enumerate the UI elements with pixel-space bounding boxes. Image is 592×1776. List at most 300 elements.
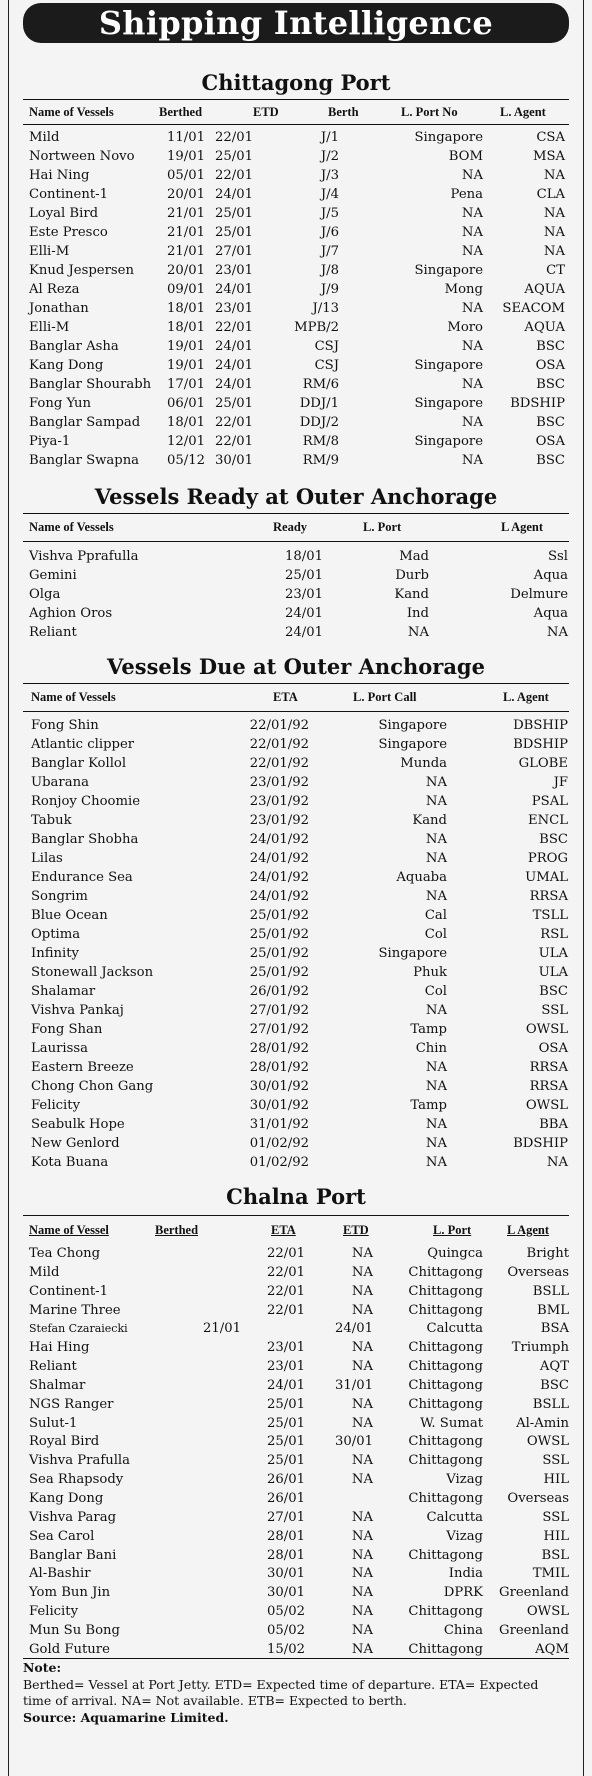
cell-vessel-name: Sulut-1 [29, 1415, 78, 1431]
table-row [23, 223, 569, 242]
cell-berth: J/6 [320, 225, 339, 240]
cell-berth: J/5 [320, 206, 339, 221]
cell-eta: 28/01 [266, 1528, 305, 1544]
note-label: Note: [23, 1660, 62, 1675]
cell-vessel-name: Stonewall Jackson [31, 965, 154, 980]
table-row [23, 166, 569, 185]
cell-last-port: NA [461, 225, 483, 240]
cell-last-port-call: Kand [412, 813, 447, 828]
cell-berth: MPB/2 [294, 320, 339, 335]
cell-etd: 23/01 [214, 263, 253, 278]
cell-last-port-call: NA [425, 889, 447, 904]
cell-etd: 22/01 [214, 415, 253, 430]
cell-last-port: W. Sumat [420, 1415, 483, 1431]
table-row [23, 735, 569, 754]
ready-header-row [23, 518, 569, 538]
cell-eta: 27/01/92 [249, 1022, 309, 1037]
cell-ready-date: 24/01 [284, 625, 323, 640]
cell-vessel-name: Kota Buana [31, 1155, 109, 1170]
cell-eta: 25/01 [266, 1396, 305, 1412]
cell-berth: J/7 [320, 244, 339, 259]
cell-vessel-name: Hai Ning [29, 168, 90, 183]
table-row [23, 1320, 569, 1339]
cell-vessel-name: Infinity [31, 946, 79, 961]
cell-ready-date: 18/01 [284, 549, 323, 564]
cell-eta: 23/01 [266, 1340, 305, 1356]
cell-local-agent: BSC [540, 1377, 569, 1393]
cell-last-port: NA [461, 301, 483, 316]
cell-berth: RM/8 [302, 434, 339, 449]
cell-last-port: Chittagong [408, 1283, 483, 1299]
cell-etd: NA [351, 1359, 373, 1375]
cell-last-port-call: NA [425, 1136, 447, 1151]
cell-vessel-name: Gemini [29, 568, 77, 583]
cell-last-port-call: Cal [424, 908, 447, 923]
cell-etd: 31/01 [334, 1377, 373, 1393]
table-row [23, 944, 569, 963]
cell-vessel-name: Shalamar [31, 984, 96, 999]
cell-berthed: 19/01 [166, 339, 205, 354]
cell-vessel-name: Kang Dong [29, 1490, 104, 1506]
col-header-ready: Ready [273, 520, 308, 534]
cell-vessel-name: Vishva Prafulla [29, 1453, 130, 1469]
cell-last-port: Singapore [414, 358, 483, 373]
cell-last-port: Vizag [446, 1528, 483, 1544]
cell-etd: NA [351, 1472, 373, 1488]
cell-local-agent: UMAL [525, 870, 568, 885]
cell-local-agent: SSL [542, 1453, 569, 1469]
cell-last-port: NA [461, 415, 483, 430]
cell-local-agent: RRSA [529, 889, 568, 904]
cell-vessel-name: Knud Jespersen [29, 263, 134, 278]
cell-local-agent: ULA [538, 965, 568, 980]
cell-berthed: 06/01 [166, 396, 205, 411]
cell-local-agent: BSA [540, 1321, 569, 1337]
cell-last-port-call: NA [425, 1003, 447, 1018]
cell-vessel-name: Shalmar [29, 1377, 86, 1393]
cell-etd: NA [351, 1453, 373, 1469]
cell-vessel-name: NGS Ranger [29, 1396, 114, 1412]
cell-local-agent: SEACOM [502, 301, 565, 316]
cell-vessel-name: Sea Rhapsody [29, 1472, 124, 1488]
cell-local-agent: Overseas [507, 1264, 569, 1280]
table-row [23, 773, 569, 792]
due-section-title: Vessels Due at Outer Anchorage [107, 654, 485, 679]
cell-last-port-call: NA [425, 794, 447, 809]
cell-last-port-call: Singapore [378, 946, 447, 961]
col-header-lagent: L Agent [501, 520, 544, 534]
cell-eta: 25/01/92 [249, 965, 309, 980]
cell-local-agent: TSLL [532, 908, 568, 923]
cell-local-agent: CT [546, 263, 565, 278]
cell-eta: 05/02 [266, 1604, 305, 1620]
table-row [23, 623, 569, 642]
cell-etd: NA [351, 1622, 373, 1638]
cell-vessel-name: Tea Chong [29, 1246, 101, 1261]
cell-etd: NA [351, 1246, 373, 1261]
table-row [23, 1245, 569, 1264]
cell-local-agent: NA [543, 168, 565, 183]
col-header-lportcall: L. Port Call [353, 690, 417, 704]
cell-eta: 22/01 [266, 1302, 305, 1318]
cell-vessel-name: Mild [29, 1264, 60, 1280]
table-row [23, 1471, 569, 1490]
cell-vessel-name: Al Reza [29, 282, 80, 297]
col-header-lagent: L. Agent [503, 690, 549, 704]
source-credit: Source: Aquamarine Limited. [23, 1709, 229, 1725]
table-row [23, 375, 569, 394]
cell-last-port: NA [461, 206, 483, 221]
cell-vessel-name: Aghion Oros [29, 606, 113, 621]
cell-berth: RM/9 [302, 453, 339, 468]
cell-etd: 22/01 [214, 320, 253, 335]
cell-vessel-name: Royal Bird [29, 1434, 100, 1450]
table-row [23, 451, 569, 470]
table-row [23, 925, 569, 944]
table-row [23, 1490, 569, 1509]
ready-section-title: Vessels Ready at Outer Anchorage [94, 484, 498, 509]
cell-vessel-name: Yom Bun Jin [29, 1585, 111, 1601]
chalna-section-title: Chalna Port [226, 1184, 366, 1209]
chalna-table [23, 1245, 569, 1660]
cell-eta: 23/01/92 [249, 775, 309, 790]
table-row [23, 1377, 569, 1396]
cell-last-port: Quingca [427, 1246, 483, 1261]
cell-vessel-name: Reliant [29, 1359, 77, 1375]
cell-local-agent: JF [553, 775, 568, 790]
cell-eta: 23/01/92 [249, 813, 309, 828]
cell-etd: 24/01 [334, 1321, 373, 1337]
cell-vessel-name: Marine Three [29, 1302, 121, 1318]
cell-berthed: 05/01 [166, 168, 205, 183]
cell-berthed: 21/01 [166, 244, 205, 259]
cell-etd: NA [351, 1509, 373, 1525]
table-row [23, 1153, 569, 1172]
col-header-etd: ETD [343, 1223, 369, 1237]
table-row [23, 963, 569, 982]
cell-etd: 30/01 [334, 1434, 373, 1450]
cell-local-agent: OWSL [525, 1098, 568, 1113]
cell-local-agent: BSC [536, 415, 565, 430]
cell-local-agent: BSC [536, 377, 565, 392]
cell-local-agent: HIL [543, 1472, 569, 1488]
cell-vessel-name: Banglar Bani [29, 1547, 117, 1563]
cell-last-port: Singapore [414, 396, 483, 411]
ready-header-rule [23, 541, 569, 542]
cell-vessel-name: Loyal Bird [29, 206, 99, 221]
cell-eta: 28/01/92 [249, 1060, 309, 1075]
cell-vessel-name: Endurance Sea [31, 870, 133, 885]
cell-last-port-call: NA [425, 851, 447, 866]
table-row [23, 849, 569, 868]
cell-vessel-name: Fong Yun [29, 396, 92, 411]
cell-berth: DDJ/2 [299, 415, 339, 430]
cell-last-port: Chittagong [408, 1490, 483, 1506]
table-row [23, 1134, 569, 1153]
cell-eta: 01/02/92 [249, 1136, 309, 1151]
cell-eta: 23/01/92 [249, 794, 309, 809]
cell-local-agent: Greenland [499, 1585, 569, 1601]
cell-local-agent: NA [543, 206, 565, 221]
cell-eta: 24/01/92 [249, 832, 309, 847]
cell-berthed: 05/12 [166, 453, 205, 468]
table-row [23, 261, 569, 280]
cell-eta: 30/01/92 [249, 1079, 309, 1094]
cell-berth: CSJ [314, 339, 339, 354]
cell-vessel-name: Banglar Shobha [31, 832, 139, 847]
cell-local-agent: Greenland [499, 1622, 569, 1638]
table-row [23, 394, 569, 413]
cell-vessel-name: Banglar Shourabh [29, 377, 152, 392]
cell-vessel-name: Fong Shin [31, 718, 99, 733]
table-row [23, 1396, 569, 1415]
cell-vessel-name: Este Presco [29, 225, 108, 240]
col-header-lagent: L Agent [507, 1223, 550, 1237]
cell-etd: NA [351, 1415, 373, 1431]
cell-etd: 24/01 [214, 282, 253, 297]
table-row [23, 1264, 569, 1283]
cell-eta: 22/01/92 [249, 737, 309, 752]
cell-local-agent: BSC [539, 984, 568, 999]
cell-last-port: NA [407, 625, 429, 640]
cell-last-port: Mad [399, 549, 429, 564]
cell-etd: 25/01 [214, 149, 253, 164]
cell-last-port: BOM [448, 149, 483, 164]
cell-vessel-name: Reliant [29, 625, 77, 640]
cell-eta: 25/01 [266, 1434, 305, 1450]
cell-berth: J/13 [312, 301, 339, 316]
cell-local-agent: BSC [536, 453, 565, 468]
table-row [23, 604, 569, 623]
cell-eta: 25/01 [266, 1453, 305, 1469]
table-row [23, 1001, 569, 1020]
cell-berthed: 20/01 [166, 187, 205, 202]
cell-vessel-name: Ronjoy Choomie [31, 794, 141, 809]
cell-etd: 22/01 [214, 434, 253, 449]
cell-last-port-call: Tamp [410, 1098, 447, 1113]
cell-local-agent: OWSL [526, 1434, 569, 1450]
chalna-top-rule [23, 1215, 569, 1216]
cell-etd: 30/01 [214, 453, 253, 468]
cell-local-agent: Bright [526, 1246, 569, 1261]
cell-eta: 22/01 [266, 1246, 305, 1261]
cell-etd: NA [351, 1396, 373, 1412]
table-row [23, 982, 569, 1001]
cell-berth: J/1 [320, 130, 339, 145]
chittagong-header-row [23, 103, 569, 123]
cell-vessel-name: Mun Su Bong [29, 1622, 120, 1638]
cell-eta: 25/01 [266, 1415, 305, 1431]
cell-last-port: Singapore [414, 130, 483, 145]
cell-etd: 25/01 [214, 225, 253, 240]
cell-local-agent: NA [543, 225, 565, 240]
table-row [23, 1020, 569, 1039]
cell-last-port-call: NA [425, 832, 447, 847]
cell-local-agent: GLOBE [518, 756, 568, 771]
col-header-eta: ETA [273, 690, 298, 704]
cell-vessel-name: Felicity [29, 1604, 79, 1620]
chittagong-table [23, 128, 569, 470]
cell-etd: 22/01 [214, 168, 253, 183]
cell-vessel-name: Continent-1 [29, 1283, 108, 1299]
table-row [23, 547, 569, 566]
cell-vessel-name: Gold Future [29, 1641, 110, 1657]
cell-eta: 24/01/92 [249, 889, 309, 904]
chittagong-top-rule [23, 99, 569, 100]
table-row [23, 566, 569, 585]
cell-vessel-name: Sea Carol [29, 1528, 95, 1544]
cell-vessel-name: Mild [29, 130, 60, 145]
cell-eta: 30/01/92 [249, 1098, 309, 1113]
cell-local-agent: HIL [543, 1528, 569, 1544]
cell-berthed: 18/01 [166, 320, 205, 335]
cell-local-agent: BSC [536, 339, 565, 354]
cell-vessel-name: Hai Hing [29, 1340, 90, 1356]
cell-local-agent: ENCL [527, 813, 568, 828]
cell-local-agent: NA [546, 1155, 568, 1170]
table-row [23, 716, 569, 735]
cell-local-agent: AQT [539, 1359, 569, 1375]
cell-berth: J/8 [320, 263, 339, 278]
cell-local-agent: TMIL [532, 1566, 569, 1582]
cell-last-port: Chittagong [408, 1302, 483, 1318]
cell-local-agent: PSAL [531, 794, 568, 809]
cell-vessel-name: Piya-1 [29, 434, 71, 449]
cell-local-agent: AQM [535, 1641, 569, 1657]
cell-vessel-name: Ubarana [31, 775, 89, 790]
cell-etd: 27/01 [214, 244, 253, 259]
cell-etd: 23/01 [214, 301, 253, 316]
cell-last-port-call: Col [424, 927, 447, 942]
chittagong-header-rule [23, 124, 569, 125]
cell-last-port: India [448, 1566, 483, 1582]
table-row [23, 1058, 569, 1077]
cell-eta: 26/01 [266, 1472, 305, 1488]
cell-ready-date: 25/01 [284, 568, 323, 583]
table-row [23, 432, 569, 451]
chittagong-section-title: Chittagong Port [201, 70, 391, 95]
cell-vessel-name: Banglar Asha [29, 339, 119, 354]
due-header-rule [23, 711, 569, 712]
cell-eta: 23/01 [266, 1359, 305, 1375]
cell-eta: 26/01 [266, 1490, 305, 1506]
cell-last-port: Chittagong [408, 1377, 483, 1393]
cell-last-port: Chittagong [408, 1604, 483, 1620]
cell-local-agent: CLA [536, 187, 565, 202]
cell-etd: NA [351, 1528, 373, 1544]
cell-etd: NA [351, 1283, 373, 1299]
cell-last-port: Singapore [414, 434, 483, 449]
cell-local-agent: AQUA [524, 282, 565, 297]
cell-last-port: Calcutta [426, 1509, 483, 1525]
cell-eta: 28/01/92 [249, 1041, 309, 1056]
cell-eta: 22/01 [266, 1283, 305, 1299]
cell-vessel-name: Lilas [31, 851, 63, 866]
table-row [23, 1622, 569, 1641]
cell-eta: 22/01/92 [249, 718, 309, 733]
table-row [23, 754, 569, 773]
col-header-berthed: Berthed [155, 1223, 199, 1237]
table-row [23, 811, 569, 830]
note-text: Berthed= Vessel at Port Jetty. ETD= Expected time of departure. ETA= Expected time of arrival. NA= Not available. ETB= Expected to berth. [23, 1676, 539, 1708]
cell-last-port-call: NA [425, 1079, 447, 1094]
cell-berthed: 19/01 [166, 149, 205, 164]
page-title: Shipping Intelligence [23, 3, 569, 43]
col-header-name: Name of Vessels [29, 105, 114, 119]
cell-last-port: Ind [406, 606, 429, 621]
cell-eta: 22/01/92 [249, 756, 309, 771]
cell-ready-date: 23/01 [284, 587, 323, 602]
col-header-name: Name of Vessels [31, 690, 116, 704]
due-top-rule [23, 683, 569, 684]
newspaper-page [8, 0, 584, 1776]
cell-last-port: Durb [395, 568, 429, 583]
cell-vessel-name: Vishva Pankaj [31, 1003, 124, 1018]
cell-berthed: 18/01 [166, 415, 205, 430]
table-row [23, 1452, 569, 1471]
table-row [23, 1039, 569, 1058]
cell-etd: 22/01 [214, 130, 253, 145]
cell-last-port: Kand [394, 587, 429, 602]
cell-last-port: Calcutta [426, 1321, 483, 1337]
table-row [23, 1584, 569, 1603]
cell-berthed: 18/01 [166, 301, 205, 316]
cell-etd: NA [351, 1264, 373, 1280]
cell-local-agent: Ssl [547, 549, 568, 564]
table-row [23, 1339, 569, 1358]
cell-local-agent: BML [537, 1302, 569, 1318]
cell-last-port-call: NA [425, 1117, 447, 1132]
col-header-lport: L. Port [363, 520, 402, 534]
cell-eta: 24/01/92 [249, 870, 309, 885]
col-header-lport: L. Port [433, 1223, 472, 1237]
cell-local-agent: OSA [535, 434, 565, 449]
table-row [23, 1077, 569, 1096]
cell-vessel-name: Tabuk [31, 813, 72, 828]
table-row [23, 585, 569, 604]
cell-eta: 15/02 [266, 1641, 305, 1657]
cell-last-port-call: Singapore [378, 737, 447, 752]
cell-vessel-name: Vishva Parag [29, 1509, 117, 1525]
cell-local-agent: OWSL [525, 1022, 568, 1037]
cell-last-port: NA [461, 339, 483, 354]
cell-local-agent: BSC [539, 832, 568, 847]
table-row [23, 1528, 569, 1547]
cell-vessel-name: Olga [29, 587, 61, 602]
cell-last-port-call: Chin [415, 1041, 447, 1056]
table-row [23, 280, 569, 299]
cell-berthed: 11/01 [166, 130, 205, 145]
cell-etd: 25/01 [214, 396, 253, 411]
cell-etd: 25/01 [214, 206, 253, 221]
cell-local-agent: RSL [540, 927, 568, 942]
cell-last-port: Moro [447, 320, 483, 335]
cell-local-agent: OSA [538, 1041, 568, 1056]
table-row [23, 413, 569, 432]
table-row [23, 1603, 569, 1622]
table-row [23, 868, 569, 887]
cell-last-port: NA [461, 377, 483, 392]
table-row [23, 318, 569, 337]
cell-etd: NA [351, 1302, 373, 1318]
col-header-name: Name of Vessel [29, 1223, 109, 1237]
table-row [23, 830, 569, 849]
cell-vessel-name: Continent-1 [29, 187, 108, 202]
cell-local-agent: RRSA [529, 1079, 568, 1094]
cell-local-agent: ULA [538, 946, 568, 961]
cell-vessel-name: Banglar Sampad [29, 415, 141, 430]
cell-local-agent: SSL [541, 1003, 568, 1018]
